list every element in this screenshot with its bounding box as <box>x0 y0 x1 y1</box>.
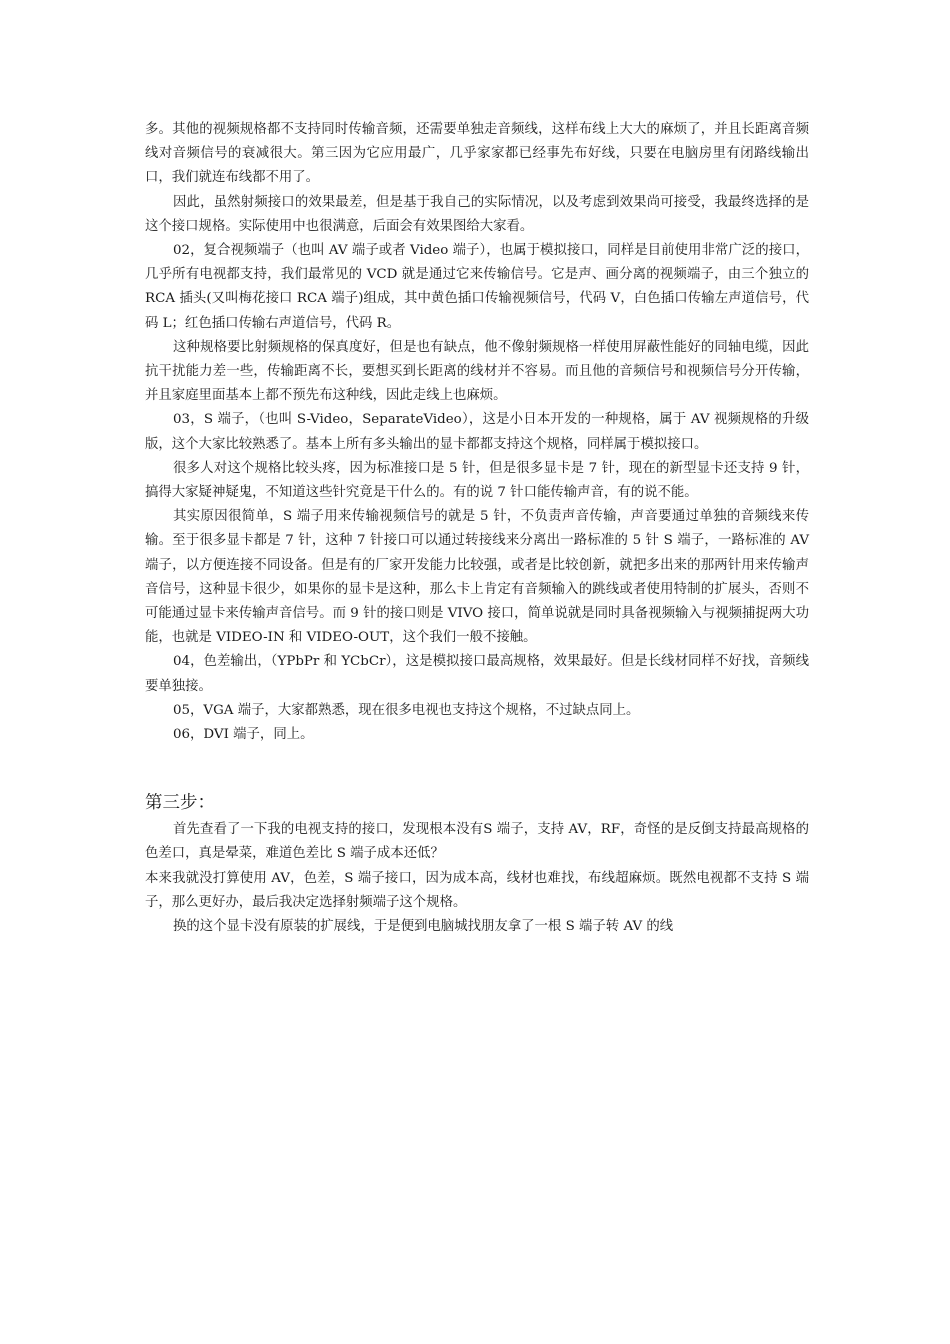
body-paragraph: 03，S 端子，（也叫 S-Video，SeparateVideo），这是小日本开发的一种规格，属于 AV 视频规格的升级版，这个大家比较熟悉了。基本上所有多头输出的显卡都都支持这个规格，同样属于模拟接口。 <box>145 412 809 452</box>
body-paragraph: 很多人对这个规格比较头疼，因为标准接口是 5 针，但是很多显卡是 7 针，现在的新型显卡还支持 9 针，搞得大家疑神疑鬼，不知道这些针究竟是干什么的。有的说 7 针口能传输声音，有的说不能。 <box>145 460 809 501</box>
interface-specs-section <box>145 118 809 747</box>
step-three-section <box>145 818 809 939</box>
body-paragraph: 换的这个显卡没有原装的扩展线，于是便到电脑城找朋友拿了一根 S 端子转 AV 的线 <box>173 919 674 935</box>
body-paragraph: 因此，虽然射频接口的效果最差，但是基于我自己的实际情况，以及考虑到效果尚可接受，我最终选择的是这个接口规格。实际使用中也很满意，后面会有效果图给大家看。 <box>145 194 809 234</box>
step-three-heading: 第三步： <box>145 793 215 814</box>
body-paragraph: 02，复合视频端子（也叫 AV 端子或者 Video 端子），也属于模拟接口，同样是目前使用非常广泛的接口，几乎所有电视都支持，我们最常见的 VCD 就是通过它来传输信号。它是声、画分离的视频端子，由三个独立的 RCA 插头(又叫梅花接口 RCA 端子)组成，其中黄色插口传输视频信号，代码 V，白色插口传输左声道信号，代码 L；红色插口传输右声道信号，代码 R。 <box>145 243 809 331</box>
body-paragraph: 多。其他的视频规格都不支持同时传输音频，还需要单独走音频线，这样布线上大大的麻烦了，并且长距离音频线对音频信号的衰减很大。第三因为它应用最广，几乎家家都已经事先布好线，只要在电脑房里有闭路线输出口，我们就连布线都不用了。 <box>145 122 809 186</box>
body-paragraph: 06，DVI 端子，同上。 <box>173 727 314 743</box>
document-body <box>145 118 809 939</box>
body-paragraph: 05，VGA 端子，大家都熟悉，现在很多电视也支持这个规格，不过缺点同上。 <box>173 702 640 718</box>
body-paragraph: 04，色差输出，（YPbPr 和 YCbCr），这是模拟接口最高规格，效果最好。但是长线材同样不好找，音频线要单独接。 <box>145 654 809 694</box>
body-paragraph: 其实原因很简单，S 端子用来传输视频信号的就是 5 针，不负责声音传输，声音要通过单独的音频线来传输。至于很多显卡都是 7 针，这种 7 针接口可以通过转接线来分离出一路标准的 5 针 S 端子，一路标准的 AV 端子，以方便连接不同设备。但是有的厂家开发能力比较强，或者是比较创新，就把多出来的那两针用来传输声音信号，这种显卡很少，如果你的显卡是这种，那么卡上肯定有音频输入的跳线或者使用特制的扩展头，否则不可能通过显卡来传输声音信号。而 9 针的接口则是 VIVO 接口，简单说就是同时具备视频输入与视频捕捉两大功能，也就是 VIDEO-IN 和 VIDEO-OUT，这个我们一般不接触。 <box>145 509 809 646</box>
body-paragraph: 首先查看了一下我的电视支持的接口，发现根本没有S 端子，支持 AV，RF，奇怪的是反倒支持最高规格的色差口，真是晕菜，难道色差比 S 端子成本还低？ <box>145 822 809 862</box>
body-paragraph: 本来我就没打算使用 AV，色差，S 端子接口，因为成本高，线材也难找，布线超麻烦。既然电视都不支持 S 端子，那么更好办，最后我决定选择射频端子这个规格。 <box>145 870 809 910</box>
body-paragraph: 这种规格要比射频规格的保真度好，但是也有缺点，他不像射频规格一样使用屏蔽性能好的同轴电缆，因此抗干扰能力差一些，传输距离不长，要想买到长距离的线材并不容易。而且他的音频信号和视频信号分开传输，并且家庭里面基本上都不预先布这种线，因此走线上也麻烦。 <box>145 339 809 404</box>
